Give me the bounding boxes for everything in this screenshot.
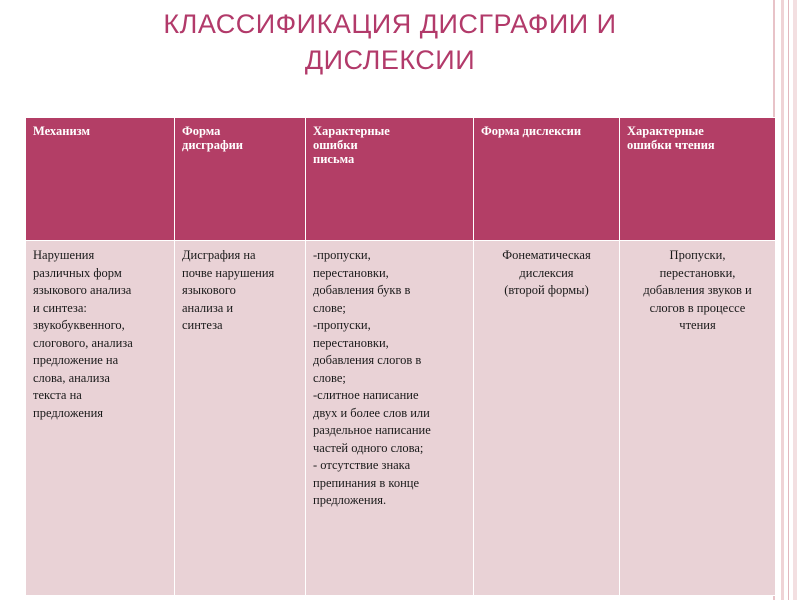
title-line-1: КЛАССИФИКАЦИЯ ДИСГРАФИИ И [163, 9, 617, 39]
decorative-stripe [781, 0, 784, 600]
table-row [26, 241, 776, 596]
header-dyslexia-form: Форма дислексии [474, 118, 620, 241]
classification-table [25, 117, 775, 596]
header-mechanism: Механизм [26, 118, 175, 241]
title-line-2: ДИСЛЕКСИИ [304, 45, 476, 75]
header-reading-errors: Характерные ошибки чтения [620, 118, 776, 241]
cell-dysgraphia-form: Дисграфия на почве нарушения языкового анализа и синтеза [175, 241, 306, 596]
cell-mechanism: Нарушения различных форм языкового анализа и синтеза: звукобуквенного, слогового, анализа предложение на слова, анализа текста на предложения [26, 241, 175, 596]
decorative-stripe [788, 0, 789, 600]
cell-reading-errors: Пропуски, перестановки, добавления звуков и слогов в процессе чтения [620, 241, 776, 596]
decorative-stripe [793, 0, 797, 600]
cell-writing-errors: -пропуски, перестановки, добавления букв в слове; -пропуски, перестановки, добавления слогов в слове; -слитное написание двух и более слов или раздельное написание частей одного слова; - отсутствие знака препинания в конце предложения. [306, 241, 474, 596]
table-header-row [26, 118, 776, 241]
slide-title [80, 6, 700, 78]
header-writing-errors: Характерные ошибки письма [306, 118, 474, 241]
cell-dyslexia-form: Фонематическая дислексия (второй формы) [474, 241, 620, 596]
header-dysgraphia-form: Форма дисграфии [175, 118, 306, 241]
